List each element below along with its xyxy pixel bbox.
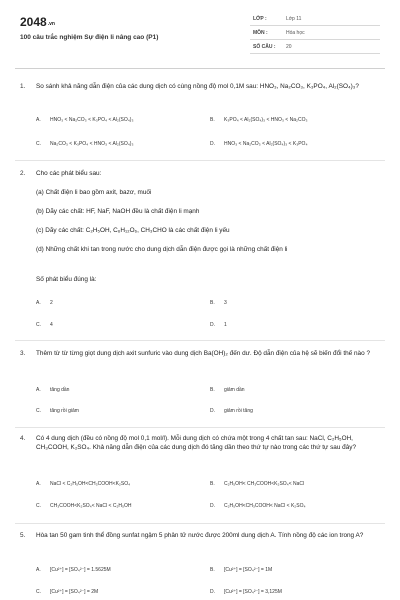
meta-key: SỐ CÂU : (253, 44, 276, 50)
meta-value: 20 (286, 44, 292, 50)
question-number: 5. (20, 532, 26, 539)
question-number: 2. (20, 170, 26, 177)
meta-table (250, 12, 380, 54)
meta-key: MÔN : (253, 30, 268, 36)
meta-row-count (250, 40, 380, 54)
meta-row-class (250, 12, 380, 26)
question-text: Có 4 dung dịch (đều có nồng độ mol 0,1 mol/l). Mỗi dung dịch có chứa một trong 4 chất tan sau: NaCl, C₂H₅OH, CH₃COOH, K₂SO₄. Khả năng dẫn điện của các dung dịch đó tăng dần theo thứ tự nào trong các thứ tự sau đây? (36, 435, 357, 451)
question-separator (15, 427, 385, 428)
question-number: 1. (20, 83, 26, 90)
meta-value: Lớp 11 (286, 16, 302, 22)
worksheet-page: $2048^{.vn}$ 100 câu trắc nghiệm Sự điện li nâng cao (P1) LỚP : Lớp 11 MÔN : Hóa học SỐ CÂU : 20 1. So sánh khả năng dẫn điện của các dung dịch có cùng nồng độ mol 0,1M sau: HNO₃, Na₂CO₃, K₃PO₄, Al₂(SO₄)₃? A. HNO₃ < Na₂CO₃ < K₃PO₄ < Al₂(SO₄)₃ B. K₃PO₄ < Al₂(SO₄)₃ < HNO₃ < Na₂CO₃ C. Na₂CO₃ < K₃PO₄ < HNO₃ < Al₂(SO₄)₃ D. HNO₃ < Na₂CO₃ < Al₂(SO₄)₃ < K₃PO₄ 2. Cho các phát biểu sau: (a) Chất điện li bao gồm axit, bazơ, muối (b) Dãy các chất: HF, NaF, NaOH đều là chất điện li mạnh (c) Dãy các chất: C₂H₅OH, C₆H₁₂O₆, CH₃CHO là các chất điện li yếu (d) Những chất khi tan trong nước cho dung dịch dẫn điện được gọi là những chất điện li Số phát biểu đúng là: A. 2 B. 3 C. 4 D. 1 3. Thêm từ từ từng giọt dung dịch axit sunfuric vào dung dịch Ba(OH)₂ đến dư. Độ dẫn điện của hệ sẽ biến đổi thế nào ? A. tăng dần B. giảm dần C. tăng rồi giảm D. giảm rồi tăng 4. Có 4 dung dịch (đều có nồng độ mol 0,1 mol/l). Mỗi dung dịch có chứa một trong 4 chất tan sau: NaCl, C₂H₅OH, CH₃COOH, K₂SO₄. Khả năng dẫn điện của các dung dịch đó tăng dần theo thứ tự nào trong các thứ tự sau đây? A. NaCl < C₂H₅OH<CH₃COOH<K₂SO₄ B. C₂H₅OH< CH₃COOH<K₂SO₄< NaCl C. CH₃COOH<K₂SO₄< NaCl < C₂H₅OH D. C₂H₅OH<CH₃COOH< NaCl < K₂SO₄ 5. Hòa tan 50 gam tinh thể đồng sunfat ngậm 5 phân tử nước được 200ml dung dịch A. Tính nồng độ các ion trong A? A. [Cu²⁺] = [SO₄²⁻] = 1.5625M B. [Cu²⁺] = [SO₄²⁻] = 1M C. [Cu²⁺] = [SO₄²⁻] = 2M D. [Cu²⁺] = [SO₄²⁻] = 3,125M (0, 0, 400, 600)
question-number: 4. (20, 435, 26, 442)
statement-b: (b) Dãy các chất: HF, NaF, NaOH đều là chất điện li mạnh (36, 208, 200, 215)
meta-key: LỚP : (253, 16, 267, 22)
statement-a: (a) Chất điện li bao gồm axit, bazơ, muối (36, 189, 152, 196)
question-text: Cho các phát biểu sau: (36, 170, 102, 177)
logo: $2048^{.vn}$ (20, 15, 55, 29)
statement-prompt: Số phát biểu đúng là: (36, 276, 97, 283)
question-separator (15, 523, 385, 524)
page-header (0, 0, 400, 66)
question-text: Thêm từ từ từng giọt dung dịch axit sunfuric vào dung dịch Ba(OH)₂ đến dư. Độ dẫn điện của hệ sẽ biến đổi thế nào ? (36, 350, 370, 357)
statement-d: (d) Những chất khi tan trong nước cho dung dịch dẫn điện được gọi là những chất điện li (36, 246, 288, 253)
meta-row-subject (250, 26, 380, 40)
question-text: So sánh khả năng dẫn điện của các dung dịch có cùng nồng độ mol 0,1M sau: HNO₃, Na₂CO₃, K₃PO₄, Al₂(SO₄)₃? (36, 83, 359, 90)
statement-c: (c) Dãy các chất: C₂H₅OH, C₆H₁₂O₆, CH₃CHO là các chất điện li yếu (36, 227, 230, 234)
meta-value: Hóa học (286, 30, 305, 36)
question-separator (15, 160, 385, 161)
document-title: 100 câu trắc nghiệm Sự điện li nâng cao (P1) (20, 34, 159, 41)
header-divider (15, 68, 385, 69)
question-number: 3. (20, 350, 26, 357)
question-separator (15, 340, 385, 341)
question-text: Hòa tan 50 gam tinh thể đồng sunfat ngậm 5 phân tử nước được 200ml dung dịch A. Tính nồng độ các ion trong A? (36, 532, 364, 539)
